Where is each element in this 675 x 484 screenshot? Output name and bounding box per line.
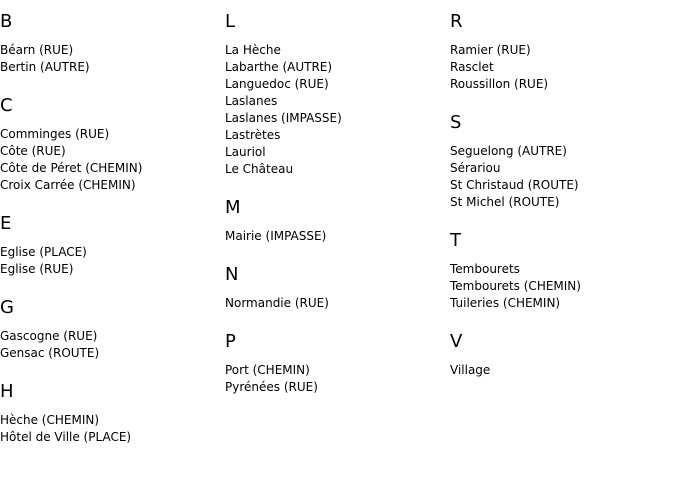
street-index-column-2 (225, 0, 447, 396)
street-link[interactable]: La Hèche (225, 43, 281, 57)
street-link[interactable]: Hôtel de Ville (PLACE) (0, 430, 132, 444)
street-link[interactable]: Rasclet (450, 60, 494, 74)
letter-section-m (225, 198, 447, 245)
street-link[interactable]: Hèche (CHEMIN) (0, 413, 100, 427)
section-letter-heading: E (0, 213, 12, 234)
letter-section-s (450, 113, 672, 211)
street-link[interactable]: Sérariou (450, 161, 501, 175)
street-link[interactable]: Béarn (RUE) (0, 43, 74, 57)
letter-section-b (0, 12, 222, 76)
street-link[interactable]: Lauriol (225, 145, 266, 159)
street-link[interactable]: Mairie (IMPASSE) (225, 229, 327, 243)
street-link[interactable]: Normandie (RUE) (225, 296, 329, 310)
street-link[interactable]: Laslanes (225, 94, 278, 108)
street-link[interactable]: Pyrénées (RUE) (225, 380, 318, 394)
section-letter-heading: S (450, 112, 462, 133)
section-letter-heading: T (450, 230, 461, 251)
street-link[interactable]: St Michel (ROUTE) (450, 195, 560, 209)
street-link[interactable]: Seguelong (AUTRE) (450, 144, 567, 158)
street-link[interactable]: Lastrètes (225, 128, 281, 142)
street-link[interactable]: St Christaud (ROUTE) (450, 178, 579, 192)
street-link[interactable]: Bertin (AUTRE) (0, 60, 90, 74)
section-letter-heading: V (450, 331, 463, 352)
letter-section-e (0, 214, 222, 278)
street-link[interactable]: Tuileries (CHEMIN) (450, 296, 561, 310)
street-link[interactable]: Comminges (RUE) (0, 127, 110, 141)
street-link[interactable]: Eglise (RUE) (0, 262, 74, 276)
street-link[interactable]: Laslanes (IMPASSE) (225, 111, 342, 125)
street-index-column-1 (0, 0, 222, 446)
section-letter-heading: H (0, 381, 14, 402)
street-link[interactable]: Port (CHEMIN) (225, 363, 310, 377)
section-letter-heading: M (225, 197, 241, 218)
street-link[interactable]: Gascogne (RUE) (0, 329, 98, 343)
street-link[interactable]: Labarthe (AUTRE) (225, 60, 333, 74)
street-link[interactable]: Le Château (225, 162, 294, 176)
street-link[interactable]: Eglise (PLACE) (0, 245, 87, 259)
street-link[interactable]: Ramier (RUE) (450, 43, 531, 57)
section-letter-heading: B (0, 11, 13, 32)
street-link[interactable]: Tembourets (450, 262, 520, 276)
street-link[interactable]: Croix Carrée (CHEMIN) (0, 178, 136, 192)
letter-section-g (0, 298, 222, 362)
letter-section-r (450, 12, 672, 93)
section-letter-heading: G (0, 297, 14, 318)
section-letter-heading: C (0, 95, 13, 116)
street-link[interactable]: Côte de Péret (CHEMIN) (0, 161, 143, 175)
letter-section-t (450, 231, 672, 312)
section-letter-heading: R (450, 11, 463, 32)
street-link[interactable]: Roussillon (RUE) (450, 77, 549, 91)
section-letter-heading: L (225, 11, 236, 32)
street-index-column-3 (450, 0, 672, 379)
letter-section-n (225, 265, 447, 312)
letter-section-c (0, 96, 222, 194)
letter-section-h (0, 382, 222, 446)
letter-section-l (225, 12, 447, 178)
section-letter-heading: N (225, 264, 239, 285)
street-link[interactable]: Village (450, 363, 491, 377)
street-link[interactable]: Languedoc (RUE) (225, 77, 329, 91)
street-link[interactable]: Tembourets (CHEMIN) (450, 279, 581, 293)
letter-section-v (450, 332, 672, 379)
street-link[interactable]: Gensac (ROUTE) (0, 346, 100, 360)
street-link[interactable]: Côte (RUE) (0, 144, 66, 158)
letter-section-p (225, 332, 447, 396)
section-letter-heading: P (225, 331, 236, 352)
